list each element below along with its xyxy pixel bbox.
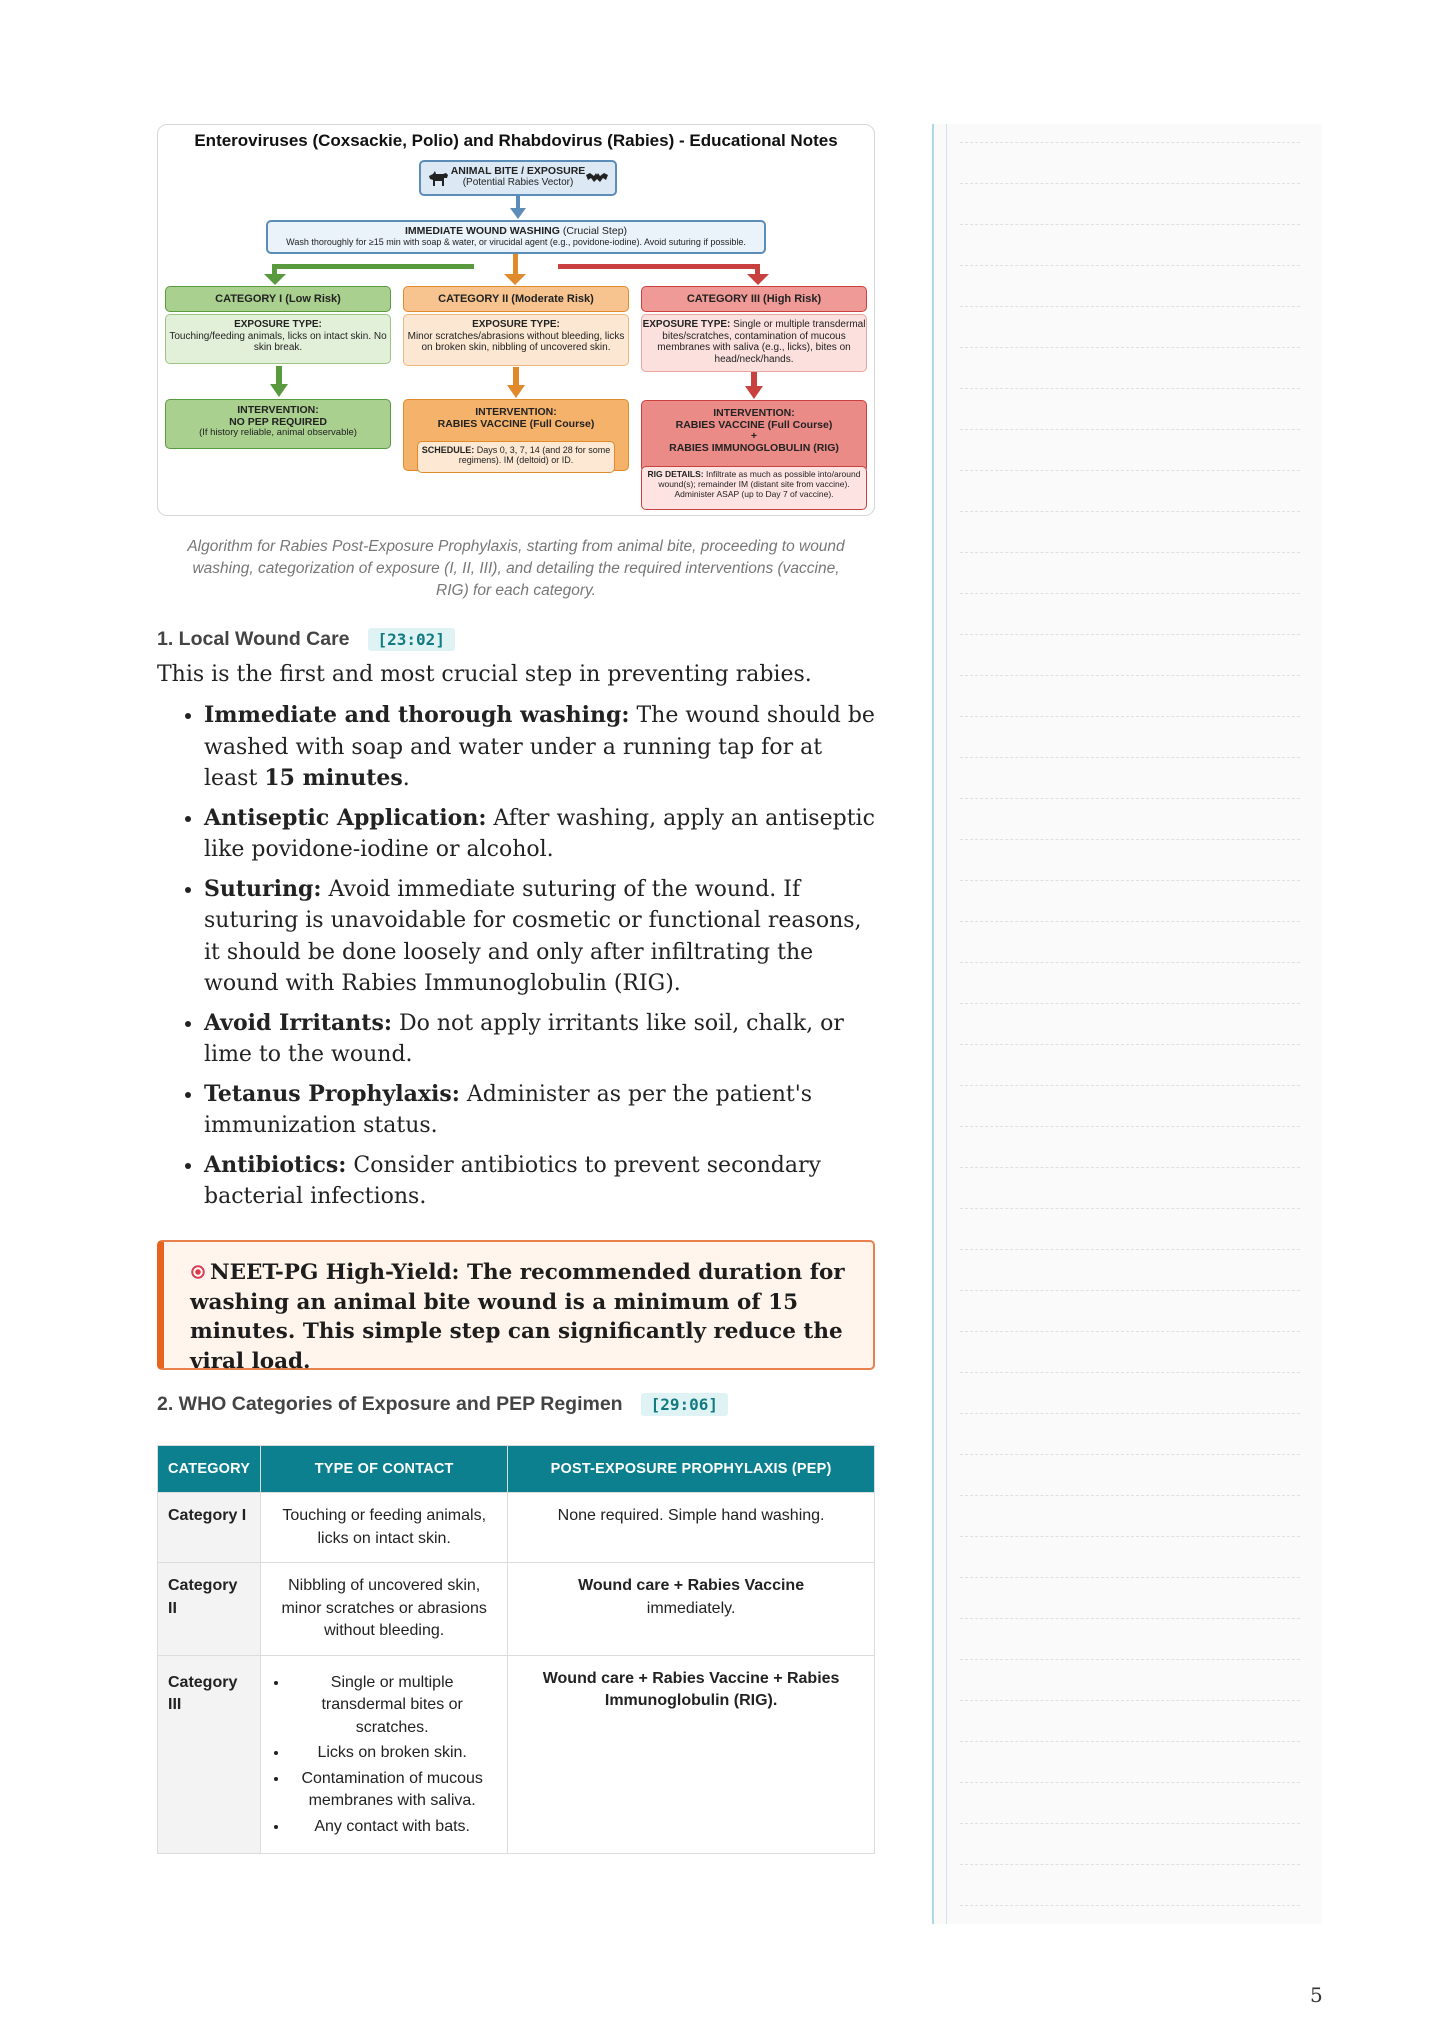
note-rule-line <box>960 593 1300 594</box>
bullet-term: Suturing: <box>204 875 322 902</box>
note-rule-line <box>960 1618 1300 1619</box>
bullet-tail: . <box>402 766 410 791</box>
cat3-rig-text: Infiltrate as much as possible into/around wound(s); remainder IM (distant site from vaccine). Administer ASAP (up to Day 7 of vaccine). <box>658 469 861 499</box>
note-rule-line <box>960 1454 1300 1455</box>
cat1-intervention-box <box>165 399 391 449</box>
bullet-text: Do not apply irritants like soil, chalk, or lime to the wound. <box>204 1010 844 1067</box>
cat1-exposure-box <box>165 314 391 364</box>
cat3-intervention: RABIES VACCINE (Full Course) <box>675 419 833 432</box>
bullet-strong: 15 minutes <box>264 765 403 791</box>
note-rule-line <box>960 1003 1300 1004</box>
section-1-title: 1. Local Wound Care <box>157 628 350 650</box>
note-rule-line <box>960 1495 1300 1496</box>
note-rule-line <box>960 839 1300 840</box>
note-rule-line <box>960 265 1300 266</box>
cat3-exposure-text: Single or multiple transdermal bites/scratches, contamination of mucous membranes with saliva (e.g., licks), bites on head/neck/hands. <box>657 319 866 365</box>
note-rule-line <box>960 388 1300 389</box>
cat2-exposure-box <box>403 314 629 366</box>
contact-cell: Touching or feeding animals, licks on intact skin. <box>261 1493 508 1563</box>
callout-label: NEET-PG High-Yield: <box>210 1260 460 1285</box>
cat2-exposure-text: Minor scratches/abrasions without bleeding, licks on broken skin, nibbling of uncovered skin. <box>407 330 625 353</box>
cat3-exposure-label: EXPOSURE TYPE: <box>642 319 731 330</box>
dog-icon <box>427 170 451 188</box>
cat2-schedule-box <box>417 441 615 473</box>
timestamp-badge[interactable]: [23:02] <box>368 628 455 651</box>
list-item <box>204 700 877 795</box>
page-number: 5 <box>1310 1983 1323 2007</box>
note-rule-line <box>960 1823 1300 1824</box>
callout-text: The recommended duration for washing an animal bite wound is a minimum of 15 minutes. This simple step can significantly reduce the viral load. <box>190 1260 845 1374</box>
note-rule-line <box>960 716 1300 717</box>
section-1-intro: This is the first and most crucial step in preventing rabies. <box>157 662 812 687</box>
cat1-intervention-label: INTERVENTION: <box>237 404 319 416</box>
arrow-down-icon <box>270 366 288 398</box>
notes-panel[interactable] <box>932 124 1322 1924</box>
note-rule-line <box>960 880 1300 881</box>
pep-cell <box>508 1563 875 1656</box>
contact-cell <box>261 1655 508 1854</box>
wound-washing-box <box>266 220 766 254</box>
cat2-header: CATEGORY II (Moderate Risk) <box>403 286 629 312</box>
table-row <box>158 1563 875 1656</box>
cat2-schedule-text: Days 0, 3, 7, 14 (and 28 for some regimens). IM (deltoid) or ID. <box>458 445 611 466</box>
wash-title-suffix: (Crucial Step) <box>562 225 628 237</box>
bullet-term: Tetanus Prophylaxis: <box>204 1080 460 1107</box>
note-rule-line <box>960 921 1300 922</box>
contact-cell: Nibbling of uncovered skin, minor scratches or abrasions without bleeding. <box>261 1563 508 1656</box>
cat2-intervention: RABIES VACCINE (Full Course) <box>437 418 595 431</box>
arrow-down-icon <box>507 367 525 399</box>
note-rule-line <box>960 1085 1300 1086</box>
bullet-term: Antibiotics: <box>204 1151 347 1178</box>
flowchart-figure <box>157 124 875 516</box>
list-item <box>204 1150 877 1213</box>
start-label: ANIMAL BITE / EXPOSURE <box>450 165 586 177</box>
table-header-row <box>158 1446 875 1493</box>
note-rule-line <box>960 1249 1300 1250</box>
pep-strong: Wound care + Rabies Vaccine <box>578 1577 805 1594</box>
note-rule-line <box>960 224 1300 225</box>
note-rule-line <box>960 1290 1300 1291</box>
column-header-category: CATEGORY <box>158 1446 261 1493</box>
pep-cell <box>508 1655 875 1854</box>
list-item <box>204 1008 877 1071</box>
column-header-pep: POST-EXPOSURE PROPHYLAXIS (PEP) <box>508 1446 875 1493</box>
figure-title: Enteroviruses (Coxsackie, Polio) and Rhabdovirus (Rabies) - Educational Notes <box>194 131 838 150</box>
note-rule-line <box>960 429 1300 430</box>
note-rule-line <box>960 1126 1300 1127</box>
list-item: • Licks on broken skin. <box>289 1742 495 1765</box>
timestamp-badge[interactable]: [29:06] <box>641 1393 728 1416</box>
bullet-text: Consider antibiotics to prevent secondary bacterial infections. <box>204 1152 821 1209</box>
cat1-intervention: NO PEP REQUIRED <box>229 416 327 429</box>
note-rule-line <box>960 511 1300 512</box>
note-rule-line <box>960 1208 1300 1209</box>
bullet-text: The wound should be washed with soap and water under a running tap for at least <box>204 703 875 791</box>
bullet-term: Immediate and thorough washing: <box>204 702 630 728</box>
note-rule-line <box>960 306 1300 307</box>
margin-line <box>946 124 947 1924</box>
section-2-heading <box>157 1393 728 1416</box>
note-rule-line <box>960 1659 1300 1660</box>
note-rule-line <box>960 183 1300 184</box>
cat3-intervention-box <box>641 400 867 472</box>
arrow-down-icon <box>509 196 527 220</box>
note-rule-line <box>960 1413 1300 1414</box>
category-cell: Category II <box>158 1563 261 1656</box>
section-1-heading <box>157 628 455 651</box>
list-item <box>204 1079 877 1142</box>
note-rule-line <box>960 1905 1300 1906</box>
who-categories-table <box>157 1445 875 1854</box>
wound-care-list <box>157 700 877 1221</box>
bullet-term: Avoid Irritants: <box>204 1009 392 1036</box>
list-item <box>204 874 877 1000</box>
pep-tail: immediately. <box>646 1599 736 1617</box>
note-rule-line <box>960 798 1300 799</box>
arrow-down-icon <box>745 372 763 400</box>
note-rule-line <box>960 1782 1300 1783</box>
note-rule-line <box>960 470 1300 471</box>
bullet-text: Administer as per the patient's immunization status. <box>204 1081 813 1138</box>
cat3-rig-label: RIG DETAILS: <box>647 469 704 479</box>
table-row <box>158 1493 875 1563</box>
note-rule-line <box>960 1372 1300 1373</box>
note-rule-line <box>960 1864 1300 1865</box>
bullet-text: Avoid immediate suturing of the wound. If suturing is unavoidable for cosmetic or functional reasons, it should be done loosely and only after infiltrating the wound with Rabies Immunoglobulin (RIG). <box>204 876 862 996</box>
note-rule-line <box>960 552 1300 553</box>
bullet-term: Antiseptic Application: <box>204 804 487 831</box>
cat1-exposure-text: Touching/feeding animals, licks on intact skin. No skin break. <box>169 330 387 353</box>
category-cell: Category I <box>158 1493 261 1563</box>
wash-title: IMMEDIATE WOUND WASHING <box>404 225 560 237</box>
start-sublabel: (Potential Rabies Vector) <box>462 177 574 189</box>
pep-strong: Wound care + Rabies Vaccine + Rabies Immunoglobulin (RIG). <box>542 1669 840 1709</box>
note-rule-line <box>960 675 1300 676</box>
note-rule-line <box>960 1536 1300 1537</box>
column-header-contact: TYPE OF CONTACT <box>261 1446 508 1493</box>
list-item: • Single or multiple transdermal bites or scratches. <box>289 1672 495 1740</box>
list-item: • Contamination of mucous membranes with saliva. <box>289 1768 495 1813</box>
note-rule-line <box>960 1167 1300 1168</box>
note-rule-line <box>960 1577 1300 1578</box>
list-item <box>204 803 877 866</box>
high-yield-callout <box>157 1240 875 1374</box>
cat2-schedule-label: SCHEDULE: <box>421 445 475 455</box>
figure-caption: Algorithm for Rabies Post-Exposure Prophylaxis, starting from animal bite, proceeding to wound washing, categorization of exposure (I, II, III), and detailing the required interventions (vaccine, RIG) for each category. <box>187 538 845 599</box>
cat3-intervention-label: INTERVENTION: <box>713 407 795 419</box>
note-rule-line <box>960 962 1300 963</box>
note-rule-line <box>960 347 1300 348</box>
bat-icon <box>585 170 609 186</box>
note-rule-line <box>960 757 1300 758</box>
cat3-rig-box <box>641 466 867 510</box>
cat1-exposure-label: EXPOSURE TYPE: <box>234 319 322 330</box>
cat2-exposure-label: EXPOSURE TYPE: <box>472 319 560 330</box>
start-box <box>419 160 617 196</box>
cat1-intervention-note: (If history reliable, animal observable) <box>199 427 357 439</box>
cat3-header: CATEGORY III (High Risk) <box>641 286 867 312</box>
bullet-text: After washing, apply an antiseptic like povidone-iodine or alcohol. <box>204 805 875 862</box>
cat3-plus: + <box>750 430 758 443</box>
note-rule-line <box>960 1741 1300 1742</box>
table-row <box>158 1655 875 1854</box>
section-2-title: 2. WHO Categories of Exposure and PEP Regimen <box>157 1393 623 1415</box>
list-item: • Any contact with bats. <box>289 1816 495 1839</box>
cat3-intervention-2: RABIES IMMUNOGLOBULIN (RIG) <box>669 442 839 455</box>
note-rule-line <box>960 1044 1300 1045</box>
cat3-exposure-box <box>641 314 867 372</box>
cat2-intervention-label: INTERVENTION: <box>475 406 557 418</box>
branch-arrows <box>158 254 876 286</box>
note-rule-line <box>960 1331 1300 1332</box>
pep-cell: None required. Simple hand washing. <box>508 1493 875 1563</box>
contact-list <box>273 1672 495 1839</box>
note-rule-line <box>960 142 1300 143</box>
target-icon <box>190 1264 206 1280</box>
wash-detail: Wash thoroughly for ≥15 min with soap & water, or virucidal agent (e.g., povidone-iodine). Avoid suturing if possible. <box>286 237 746 248</box>
cat1-header: CATEGORY I (Low Risk) <box>165 286 391 312</box>
category-cell: Category III <box>158 1655 261 1854</box>
note-rule-line <box>960 634 1300 635</box>
note-rule-line <box>960 1700 1300 1701</box>
